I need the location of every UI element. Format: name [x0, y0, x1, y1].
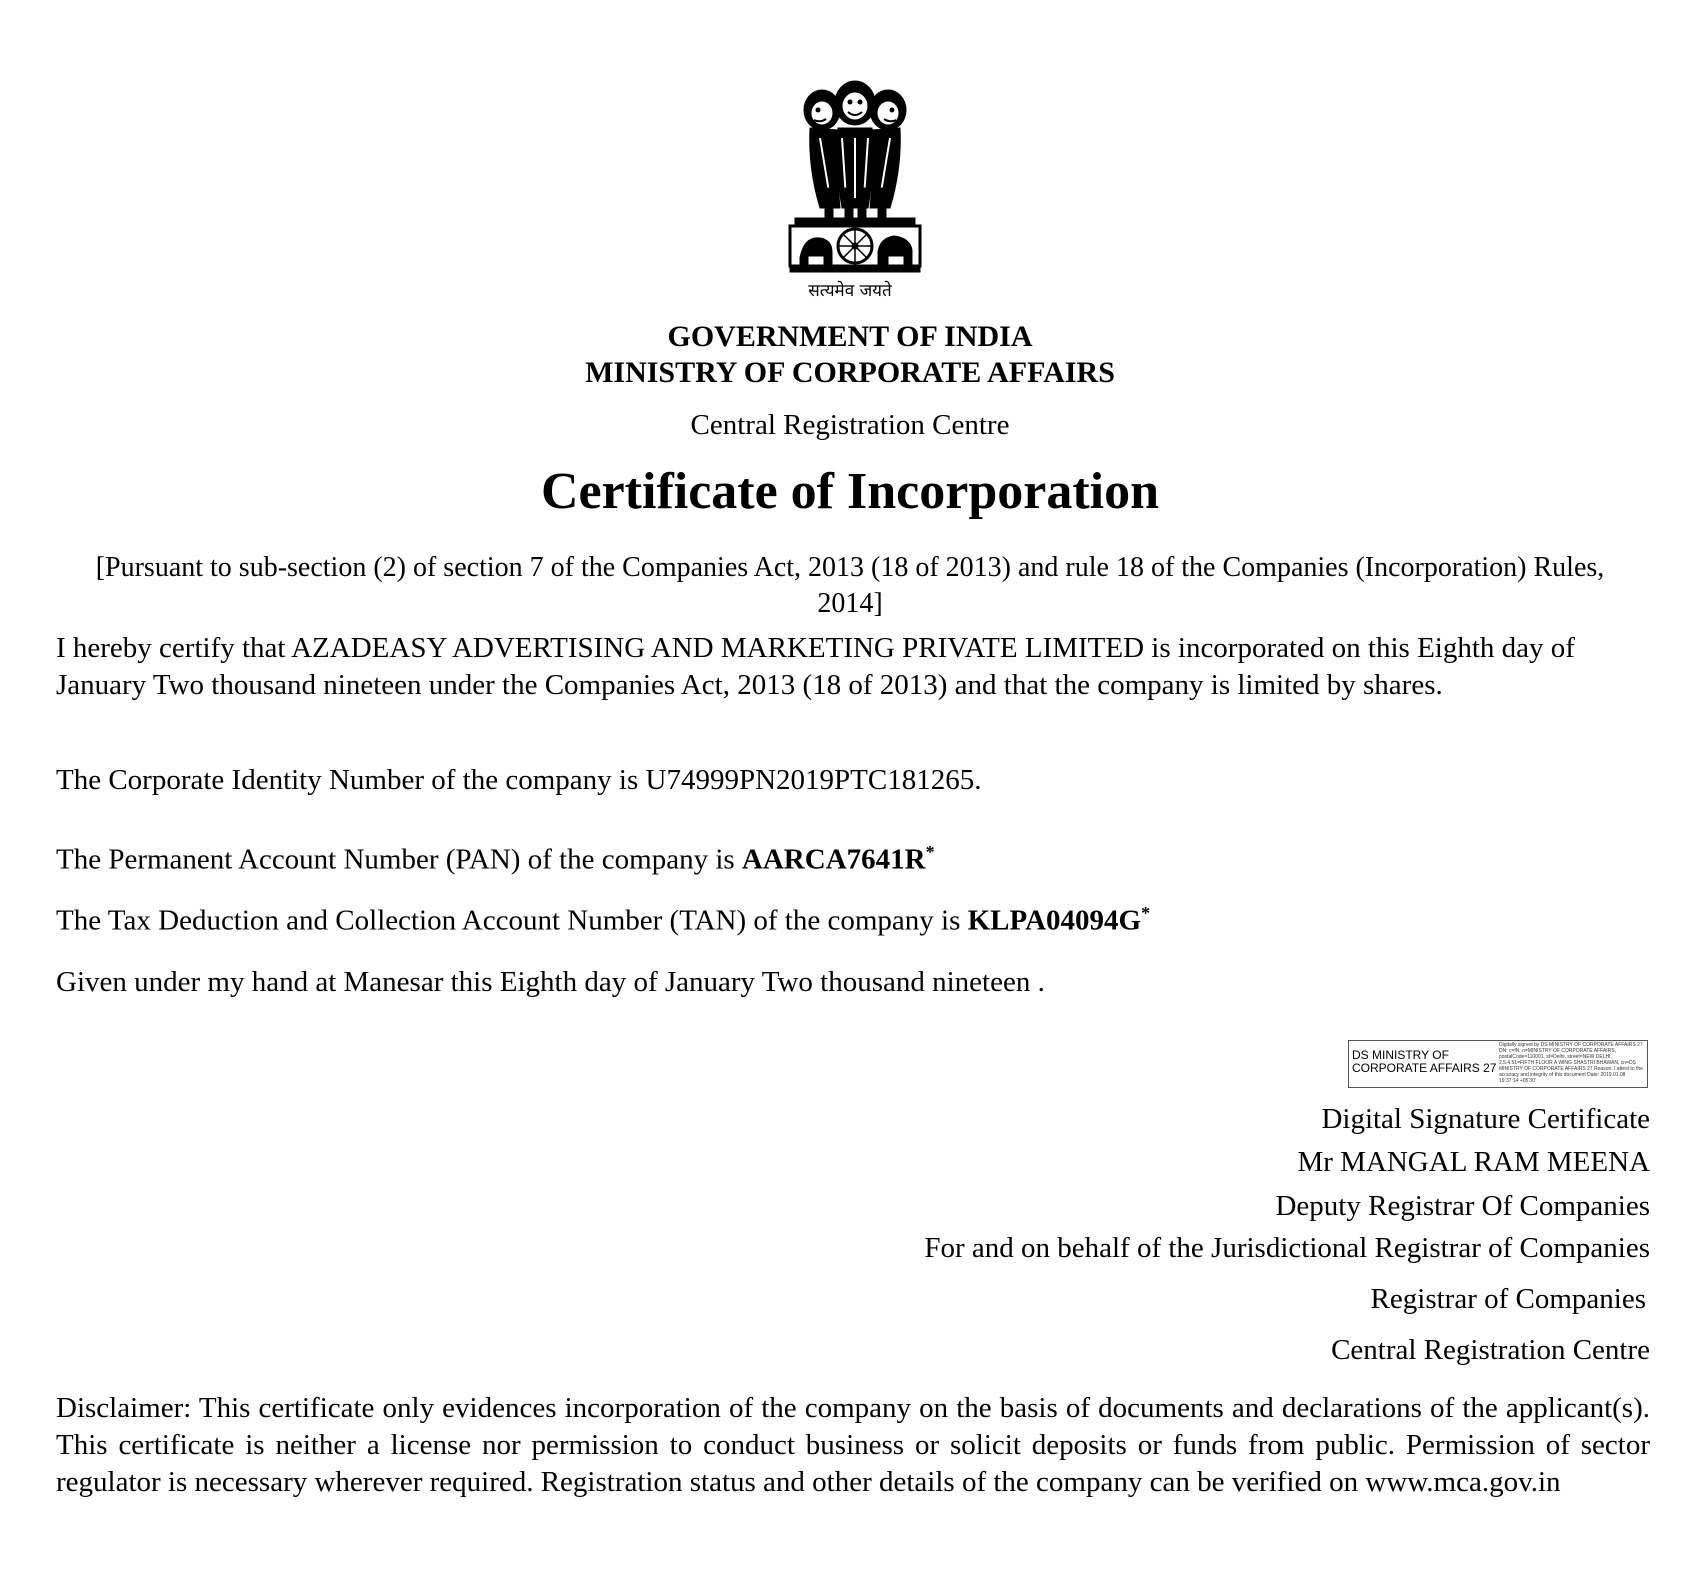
centre-heading: Central Registration Centre — [690, 409, 1010, 441]
pan-value: AARCA7641R — [741, 843, 926, 876]
signer-name-line2: CORPORATE AFFAIRS 27 — [1352, 1061, 1497, 1075]
pan-mark: * — [925, 842, 935, 862]
signer-name-line1: DS MINISTRY OF — [1352, 1048, 1449, 1062]
cin-line — [56, 762, 1656, 799]
cin-value: U74999PN2019PTC181265. — [645, 764, 982, 796]
ministry-heading: MINISTRY OF CORPORATE AFFAIRS — [585, 356, 1115, 389]
certification-paragraph: I hereby certify that AZADEASY ADVERTISING AND MARKETING PRIVATE LIMITED is incorporated on this Eighth day of January Two thousand nineteen under the Companies Act, 2013 (18 of 2013) and that the company is limited by shares. — [56, 632, 1575, 701]
certificate-title: Certificate of Incorporation — [540, 463, 1160, 520]
government-heading: GOVERNMENT OF INDIA — [667, 320, 1033, 353]
tan-label: The Tax Deduction and Collection Account Number (TAN) of the company is — [56, 904, 968, 937]
signature-details: Digitally signed by DS MINISTRY OF CORPORATE AFFAIRS 27 DN: c=IN, o=MINISTRY OF CORPORATE AFFAIRS, postalCode=110001, st=Delhi, street=NEW DELHI, 2.5.4.51=FIFTH FLOOR A WING SHASTRI BHAWAN, cn=DS MINISTRY OF CORPORATE AFFAIRS 27 Reason: I attest to the accuracy and integrity of this document Date: 2019.01.08 19:37:14 +05'30' — [1499, 1042, 1643, 1084]
signatory-line-1: Digital Signature Certificate — [1321, 1103, 1650, 1135]
tan-value: KLPA04094G — [967, 904, 1142, 937]
digital-signature-stamp[interactable] — [1348, 1040, 1648, 1088]
disclaimer-text: Disclaimer: This certificate only evidences incorporation of the company on the basis of documents and declarations of the applicant(s). This certificate is neither a license nor permission to conduct business or solicit deposits or funds from public. Permission of sector regulator is necessary wherever required. Registration status and other details of the company can be verified on www.mca.gov.in — [56, 1392, 1650, 1498]
given-under-hand-line: Given under my hand at Manesar this Eighth day of January Two thousand nineteen . — [56, 966, 1045, 998]
national-emblem-icon — [780, 68, 930, 308]
signer-name — [1352, 1049, 1498, 1075]
tan-line — [56, 895, 1656, 940]
pan-line — [56, 834, 1656, 879]
pursuant-clause — [0, 550, 1700, 622]
signatory-name: Mr MANGAL RAM MEENA — [1297, 1146, 1650, 1178]
cin-label: The Corporate Identity Number of the company is — [56, 764, 646, 796]
signatory-behalf: For and on behalf of the Jurisdictional Registrar of Companies — [924, 1232, 1650, 1264]
pursuant-text: [Pursuant to sub-section (2) of section 7 of the Companies Act, 2013 (18 of 2013) and rule 18 of the Companies (Incorporation) Rules, 2014] — [95, 552, 1605, 619]
national-motto: सत्यमेव जयते — [808, 281, 892, 301]
pan-label: The Permanent Account Number (PAN) of the company is — [56, 843, 742, 876]
tan-mark: * — [1141, 903, 1151, 923]
signatory-registrar: Registrar of Companies — [1370, 1283, 1646, 1315]
signatory-centre: Central Registration Centre — [1331, 1334, 1650, 1366]
signatory-designation: Deputy Registrar Of Companies — [1275, 1190, 1650, 1222]
